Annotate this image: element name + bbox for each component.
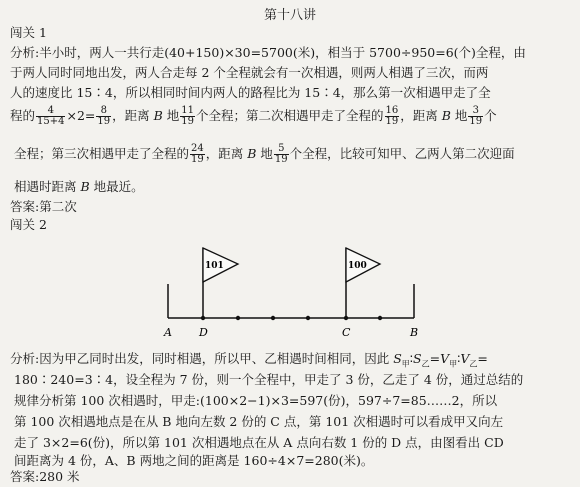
fraction: $\frac{8}{19}$ [97, 105, 111, 127]
analysis-line: 间距离为 4 份，A、B 两地之间的距离是 160÷4×7=280(米)。 [14, 453, 374, 468]
distance-diagram [150, 238, 440, 346]
analysis-line: 分析:因为甲乙同时出发，同时相遇，所以甲、乙相遇时间相同，因此 $S_甲∶S_乙=V_甲∶V_乙=$ [10, 351, 488, 369]
tick-dot [271, 316, 275, 320]
analysis-line: 全程；第三次相遇甲走了全程的 $\frac{24}{19}$ ，距离 B 地 $\frac{5}{19}$ 个全程，比较可知甲、乙两人第二次迎面 [14, 143, 515, 165]
analysis-line: 走了 3×2=6(份)，所以第 101 次相遇地点在从 A 点向右数 1 份的 D 点，由图看出 CD [14, 435, 504, 450]
point-b-label: B [410, 326, 419, 339]
analysis-line: 第 100 次相遇地点是在从 B 地向左数 2 份的 C 点，第 101 次相遇时可以看成甲又向左 [14, 414, 504, 429]
level2-answer: 答案:280 米 [10, 469, 80, 484]
point-d-label: D [199, 326, 208, 339]
tick-dot [201, 316, 205, 320]
point-a-label: A [164, 326, 172, 339]
analysis-line: 分析:半小时，两人一共行走(40+150)×30=5700(米)，相当于 5700÷950=6(个)全程，由 [10, 45, 526, 60]
tick-dot [236, 316, 240, 320]
analysis-line: 于两人同时同地出发，两人合走每 2 个全程就会有一次相遇，则两人相遇了三次，而两 [10, 65, 489, 80]
analysis-line: 人的速度比 15∶4，所以相同时间内两人的路程比为 15∶4，那么第一次相遇甲走了全 [10, 85, 491, 100]
tick-dot [344, 316, 348, 320]
flag-100-label: 100 [348, 261, 367, 271]
analysis-line: 相遇时距离 B 地最近。 [14, 179, 144, 194]
point-c-label: C [342, 326, 351, 339]
fraction: $\frac{24}{19}$ [191, 143, 204, 165]
fraction: $\frac{11}{19}$ [181, 105, 195, 127]
flag-101-label: 101 [205, 261, 224, 271]
fraction: $\frac{3}{19}$ [469, 105, 483, 127]
level1-answer: 答案:第二次 [10, 199, 77, 214]
page-title: 第十八讲 [263, 8, 316, 23]
analysis-line: 程的 $\frac{4}{15+4}$ ×2= $\frac{8}{19}$ ，距离 B 地 $\frac{11}{19}$ 个全程；第二次相遇甲走了全程的 $\frac{16}{19}$ ，距离 B 地 $\frac{3}{19}$ 个 [10, 105, 497, 127]
fraction: $\frac{16}{19}$ [385, 105, 399, 127]
fraction: $\frac{4}{15+4}$ [37, 105, 65, 127]
fraction: $\frac{5}{19}$ [274, 143, 288, 165]
tick-dot [306, 316, 310, 320]
tick-dot [378, 316, 382, 320]
level1-heading: 闯关 1 [10, 25, 47, 40]
analysis-line: 180∶240=3∶4，设全程为 7 份，则一个全程中，甲走了 3 份，乙走了 4 份，通过总结的 [14, 372, 524, 387]
analysis-line: 规律分析第 100 次相遇时，甲走:(100×2−1)×3=597(份)，597÷7=85……2，所以 [14, 393, 498, 408]
level2-heading: 闯关 2 [10, 217, 47, 232]
